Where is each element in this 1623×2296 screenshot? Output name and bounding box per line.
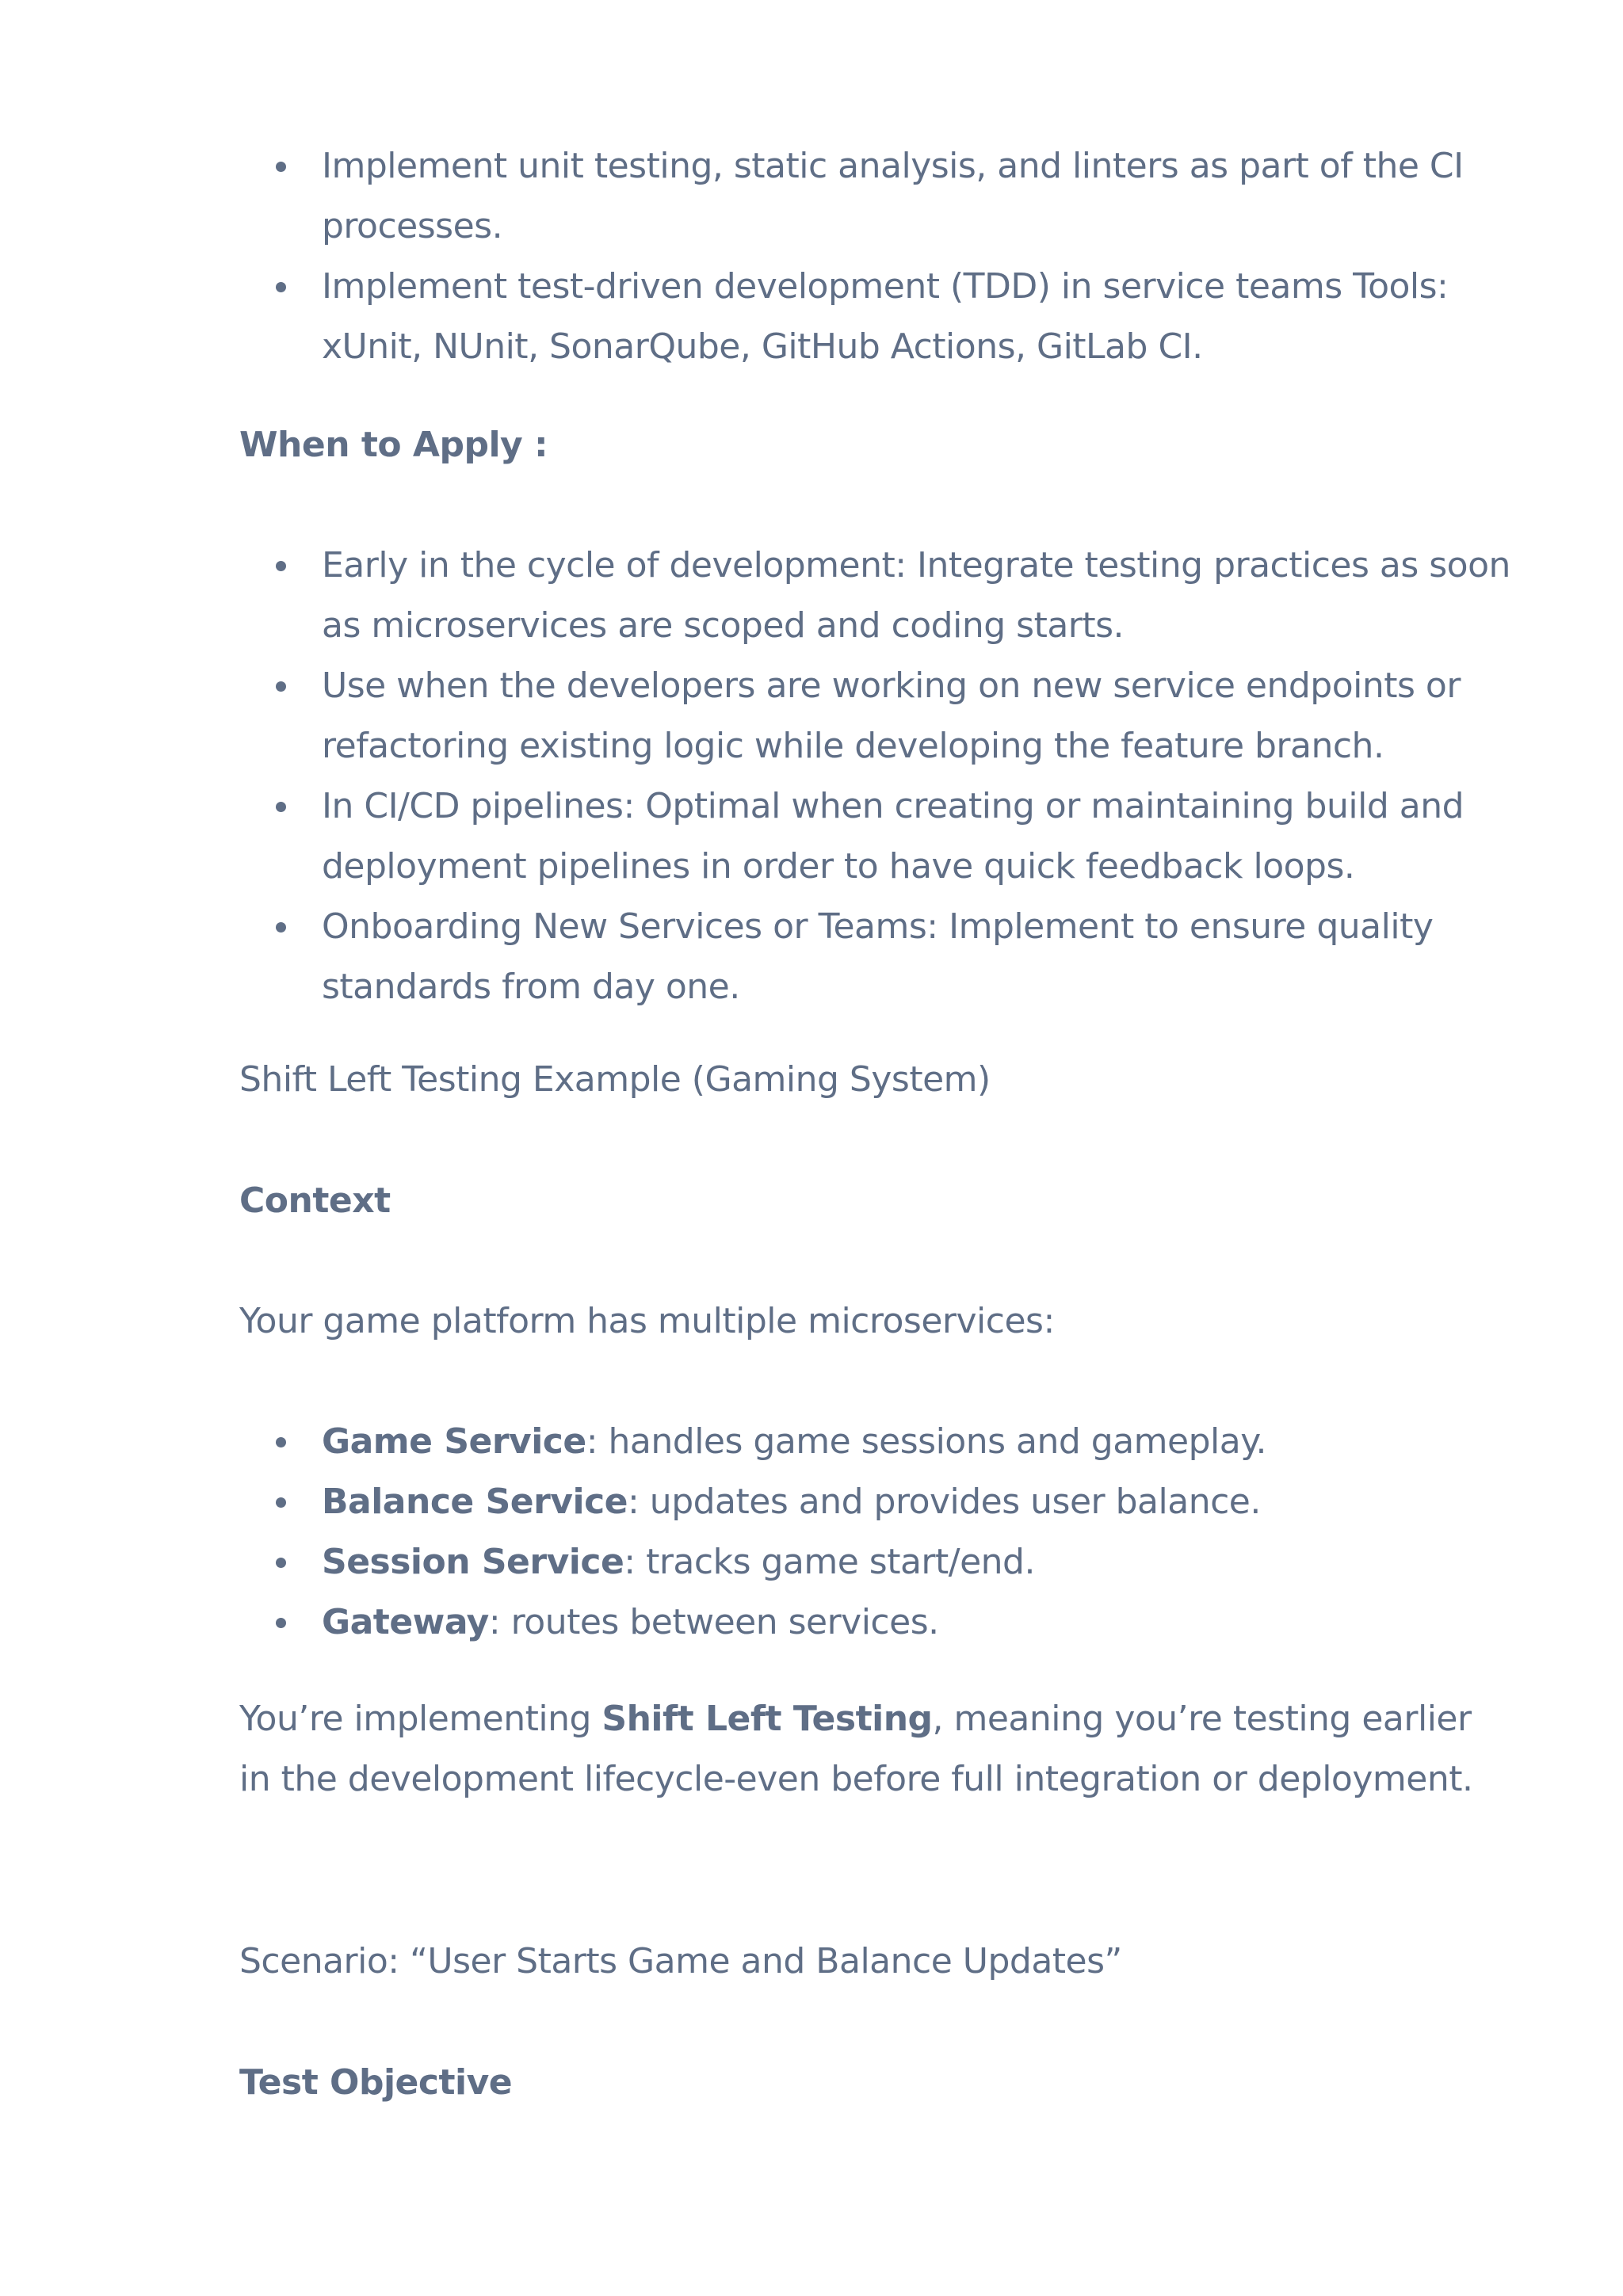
service-description: : tracks game start/end. — [624, 1542, 1035, 1582]
bullet-icon — [276, 561, 286, 571]
list-item — [322, 257, 1558, 377]
list-item-text: Implement test-driven development (TDD) in service teams Tools: xUnit, NUnit, SonarQube, GitHub Actions, GitLab CI. — [322, 266, 1449, 367]
list-item — [322, 1472, 1558, 1532]
scenario-text: Scenario: “User Starts Game and Balance Updates” — [239, 1941, 1122, 1981]
bullet-icon — [276, 922, 286, 933]
list-item — [322, 1592, 1558, 1653]
shift-left-paragraph — [239, 1689, 1476, 1810]
bullet-icon — [276, 1558, 286, 1568]
list-item — [322, 1412, 1558, 1472]
top-bullet-list — [239, 136, 1558, 377]
service-description: : updates and provides user balance. — [628, 1482, 1261, 1522]
paragraph-text: , meaning you’re testing earlier in the development lifecycle-even before full integration or deployment. — [239, 1699, 1473, 1799]
example-title: Shift Left Testing Example (Gaming System) — [239, 1059, 991, 1100]
bullet-icon — [276, 1497, 286, 1508]
list-item-text: In CI/CD pipelines: Optimal when creating or maintaining build and deployment pipelines in order to have quick feedback loops. — [322, 786, 1465, 887]
bullet-icon — [276, 802, 286, 812]
bullet-icon — [276, 681, 286, 692]
list-item — [322, 897, 1558, 1017]
bullet-icon — [276, 1618, 286, 1628]
paragraph-text: You’re implementing — [239, 1699, 602, 1739]
when-to-apply-list — [239, 536, 1558, 1017]
list-item — [322, 776, 1558, 897]
list-item-text: Use when the developers are working on new service endpoints or refactoring existing logic while developing the feature branch. — [322, 666, 1461, 766]
context-heading: Context — [239, 1180, 391, 1221]
service-name: Balance Service — [322, 1482, 628, 1522]
context-intro: Your game platform has multiple microservices: — [239, 1301, 1055, 1341]
services-list — [239, 1412, 1558, 1653]
when-to-apply-heading: When to Apply : — [239, 425, 548, 465]
bullet-icon — [276, 162, 286, 172]
list-item — [322, 1532, 1558, 1592]
service-name: Game Service — [322, 1421, 586, 1462]
service-description: : handles game sessions and gameplay. — [586, 1421, 1266, 1462]
service-name: Session Service — [322, 1542, 624, 1582]
shift-left-term: Shift Left Testing — [601, 1699, 933, 1739]
list-item — [322, 656, 1558, 776]
list-item-text: Early in the cycle of development: Integrate testing practices as soon as microservices are scoped and coding starts. — [322, 545, 1510, 646]
list-item-text: Implement unit testing, static analysis, and linters as part of the CI processes. — [322, 146, 1464, 246]
bullet-icon — [276, 282, 286, 292]
list-item — [322, 536, 1558, 656]
service-name: Gateway — [322, 1602, 489, 1642]
list-item-text: Onboarding New Services or Teams: Implement to ensure quality standards from day one. — [322, 906, 1434, 1007]
list-item — [322, 136, 1558, 257]
test-objective-heading: Test Objective — [239, 2062, 513, 2103]
service-description: : routes between services. — [488, 1602, 939, 1642]
bullet-icon — [276, 1437, 286, 1447]
